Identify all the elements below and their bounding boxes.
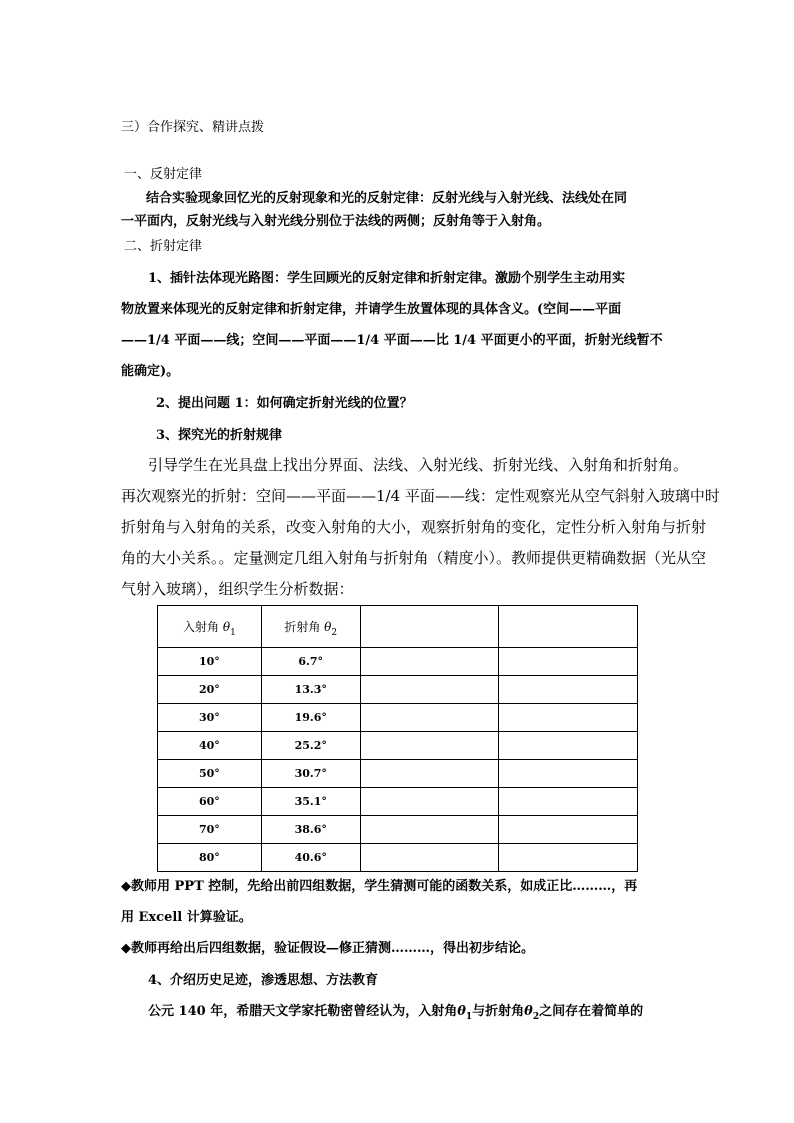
- history-heading: 4、介绍历史足迹，渗透思想、方法教育: [148, 973, 379, 988]
- empty-cell: [499, 816, 638, 844]
- para1-line2: 物放置来体现光的反射定律和折射定律，并请学生放置体现的具体含义。(空间——平面: [121, 302, 622, 317]
- refraction-cell: 38.6°: [261, 816, 360, 844]
- incidence-cell: 10°: [158, 648, 262, 676]
- incidence-cell: 70°: [158, 816, 262, 844]
- empty-cell: [360, 648, 499, 676]
- table-row: [158, 788, 638, 816]
- refraction-cell: 40.6°: [261, 844, 360, 872]
- incidence-cell: 20°: [158, 676, 262, 704]
- header-refraction-angle: 折射角 $\theta_2$: [261, 606, 360, 648]
- refraction-cell: 19.6°: [261, 704, 360, 732]
- refraction-data-table: [157, 605, 638, 872]
- empty-cell: [499, 844, 638, 872]
- bullet2: ◆教师再给出后四组数据，验证假设—修正猜测………，得出初步结论。: [121, 941, 534, 956]
- empty-cell: [360, 704, 499, 732]
- reflection-text-line1: 结合实验现象回忆光的反射现象和光的反射定律：反射光线与入射光线、法线处在同: [146, 191, 628, 206]
- bullet1-line1: ◆教师用 PPT 控制，先给出前四组数据，学生猜测可能的函数关系，如成正比………，再: [121, 879, 638, 894]
- para4-line5: 气射入玻璃），组织学生分析数据：: [121, 580, 354, 598]
- table-row: [158, 844, 638, 872]
- empty-cell: [360, 788, 499, 816]
- history-line1: 公元 140 年，希腊天文学家托勒密曾经认为，入射角$\theta_1$与折射角$\theta_2$之间存在着简单的: [148, 1004, 644, 1022]
- header-empty-col3: [360, 606, 499, 648]
- empty-cell: [360, 760, 499, 788]
- empty-cell: [499, 732, 638, 760]
- incidence-cell: 30°: [158, 704, 262, 732]
- bullet1-line2: 用 Excell 计算验证。: [121, 910, 252, 925]
- para1-line4: 能确定)。: [121, 364, 180, 379]
- heading-reflection: 一、反射定律: [124, 167, 203, 182]
- table-row: [158, 704, 638, 732]
- incidence-cell: 40°: [158, 732, 262, 760]
- empty-cell: [499, 760, 638, 788]
- incidence-cell: 50°: [158, 760, 262, 788]
- empty-cell: [499, 704, 638, 732]
- question-1: 2、提出问题 1：如何确定折射光线的位置？: [156, 396, 413, 411]
- section-title: 三）合作探究、精讲点拨: [121, 120, 265, 135]
- heading-refraction: 二、折射定律: [124, 239, 203, 254]
- empty-cell: [360, 732, 499, 760]
- table-row: [158, 816, 638, 844]
- table-row: [158, 648, 638, 676]
- empty-cell: [360, 676, 499, 704]
- empty-cell: [499, 788, 638, 816]
- para4-line2: 再次观察光的折射：空间——平面——1/4 平面——线：定性观察光从空气斜射入玻璃中时: [121, 487, 720, 505]
- header-incidence-angle: 入射角 $\theta_1$: [158, 606, 262, 648]
- table-row: [158, 760, 638, 788]
- table-header-row: [158, 606, 638, 648]
- empty-cell: [499, 648, 638, 676]
- refraction-cell: 13.3°: [261, 676, 360, 704]
- reflection-text-line2: 一平面内，反射光线与入射光线分别位于法线的两侧；反射角等于入射角。: [121, 214, 551, 229]
- refraction-cell: 35.1°: [261, 788, 360, 816]
- para4-line4: 角的大小关系。。定量测定几组入射角与折射角（精度小）。教师提供更精确数据（光从空: [121, 549, 707, 567]
- refraction-cell: 25.2°: [261, 732, 360, 760]
- para4-line3: 折射角与入射角的关系，改变入射角的大小，观察折射角的变化，定性分析入射角与折射: [121, 518, 707, 536]
- table-row: [158, 676, 638, 704]
- empty-cell: [360, 816, 499, 844]
- para1-line3: ——1/4 平面——线；空间——平面——1/4 平面——比 1/4 平面更小的平面，折射光线暂不: [121, 333, 663, 348]
- para1-line1: 1、插针法体现光路图：学生回顾光的反射定律和折射定律。激励个别学生主动用实: [148, 271, 626, 286]
- table-row: [158, 732, 638, 760]
- refraction-cell: 30.7°: [261, 760, 360, 788]
- empty-cell: [360, 844, 499, 872]
- empty-cell: [499, 676, 638, 704]
- incidence-cell: 60°: [158, 788, 262, 816]
- incidence-cell: 80°: [158, 844, 262, 872]
- explore-heading: 3、探究光的折射规律: [156, 428, 283, 443]
- refraction-cell: 6.7°: [261, 648, 360, 676]
- header-empty-col4: [499, 606, 638, 648]
- para4-line1: 引导学生在光具盘上找出分界面、法线、入射光线、折射光线、入射角和折射角。: [148, 456, 689, 474]
